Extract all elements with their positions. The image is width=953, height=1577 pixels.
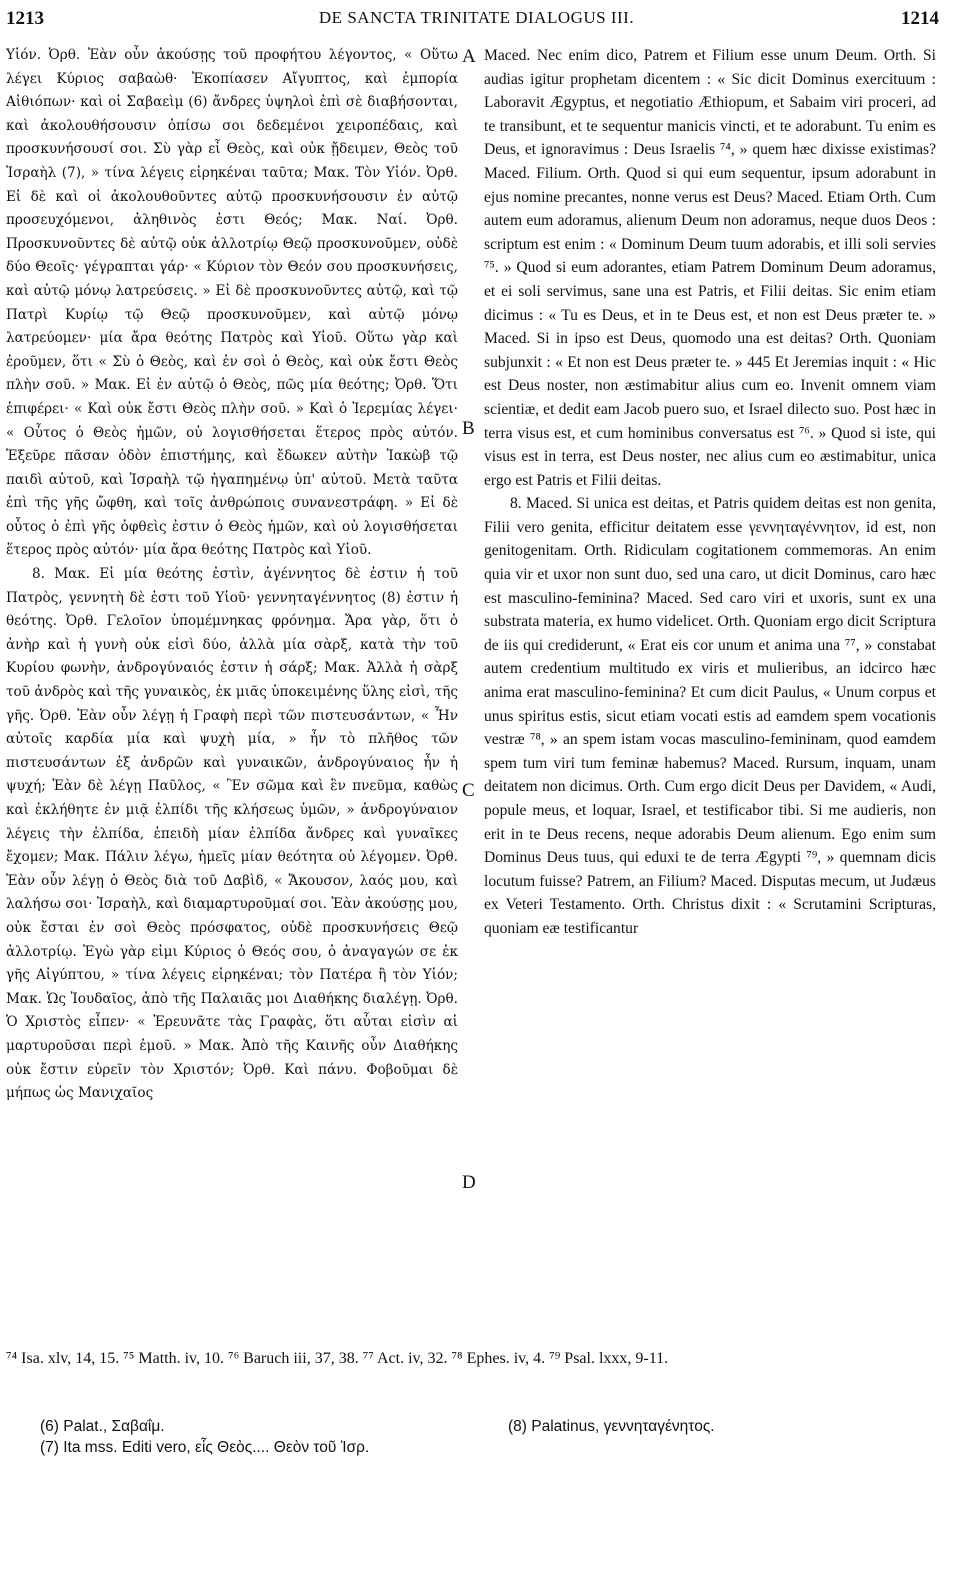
margin-letter-b: B	[462, 418, 475, 439]
running-title: DE SANCTA TRINITATE DIALOGUS III.	[318, 8, 635, 27]
critical-notes-right	[508, 1416, 928, 1437]
greek-paragraph-2: 8. Μακ. Εἰ μία θεότης ἐστὶν, ἀγέννητος δὲ ἐστιν ἡ τοῦ Πατρὸς, γεννητὴ δὲ ἐστι τοῦ Υἱοῦ· γεννηταγέννητος (8) ἐστιν ἡ θεότης. Ὀρθ. Γελοῖον ὑπομέμνηκας φρόνημα. Ἄρα γὰρ, ὅτι ὁ ἀνὴρ καὶ ἡ γυνὴ οὐκ εἰσὶ δύο, ἀλλὰ μία σὰρξ, κατὰ τὴν τοῦ Κυρίου φωνὴν, ἀνδρογύναιός ἐστιν ἡ σάρξ; Μακ. Ἀλλὰ ἡ σὰρξ τοῦ ἀνδρὸς καὶ τῆς γυναικὸς, ἐκ μιᾶς ὑποκειμένης ὕλης εἰσὶ, τῆς γῆς. Ὀρθ. Ἐὰν οὖν λέγῃ ἡ Γραφὴ περὶ τῶν πιστευσάντων, « Ἦν αὐτοῖς καρδία μία καὶ ψυχὴ μία, » ἦν τὸ πλῆθος τῶν πιστευσάντων ἐξ ἀνδρῶν καὶ γυναικῶν, ἀνδρογύναιος ἦν ἡ ψυχή; Ἐὰν δὲ λέγῃ Παῦλος, « Ἓν σῶμα καὶ ἓν πνεῦμα, καθὼς καὶ ἐκλήθητε ἐν μιᾷ ἐλπίδι τῆς κλήσεως ὑμῶν, » ἀνδρογύναιον λέγεις τὴν ἐλπίδα, ἐπειδὴ μίαν ἐλπίδα ἄνδρες καὶ γυναῖκες ἔχομεν; Μακ. Πάλιν λέγω, ἡμεῖς μίαν θεότητα οὐ λέγομεν. Ὀρθ. Ἐὰν οὖν λέγῃ ὁ Θεὸς διὰ τοῦ Δαβὶδ, « Ἄκουσον, λαός μου, καὶ λαλήσω σοι· Ἰσραὴλ, καὶ διαμαρτυροῦμαί σοι. Ἐὰν ἀκούσῃς μου, οὐκ ἔσται ἐν σοὶ Θεὸς πρόσφατος, οὐδὲ προσκυνήσεις Θεῷ ἀλλοτρίῳ. Ἐγὼ γὰρ εἰμι Κύριος ὁ Θεός σου, ὁ ἀναγαγών σε ἐκ γῆς Αἰγύπτου, » τίνα λέγεις εἰρηκέναι; τὸν Πατέρα ἢ τὸν Υἱόν; Μακ. Ὡς Ἰουδαῖος, ἀπὸ τῆς Παλαιᾶς μοι Διαθήκης διαλέγῃ. Ὀρθ. Ὁ Χριστὸς εἶπεν· « Ἐρευνᾶτε τὰς Γραφὰς, ὅτι αὗται εἰσὶν αἱ μαρτυροῦσαι περὶ ἐμοῦ. » Μακ. Ἀπὸ τῆς Καινῆς οὖν Διαθήκης οὐκ ἔστιν εὑρεῖν τὸν Χριστόν; Ὀρθ. Καὶ πάνυ. Φοβοῦμαι δὲ μήπως ὡς Μανιχαῖος	[6, 566, 458, 1102]
margin-letter-c: C	[462, 780, 475, 801]
critical-notes-left	[40, 1416, 480, 1458]
page-number-left: 1213	[6, 8, 44, 29]
scripture-footnotes: ⁷⁴ Isa. xlv, 14, 15. ⁷⁵ Matth. iv, 10. ⁷⁶ Baruch iii, 37, 38. ⁷⁷ Act. iv, 32. ⁷⁸ Ephes. iv, 4. ⁷⁹ Psal. lxxx, 9-11.	[6, 1350, 669, 1367]
latin-paragraph-1: Maced. Nec enim dico, Patrem et Filium esse unum Deum. Orth. Si audias igitur prophetam dicentem : « Sic dicit Dominus exercituum : Laboravit Ægyptus, et negotiatio Æthiopum, et Sabaim viri proceri, ad te transibunt, et te sequentur manicis vincti, et te adorabunt. Tu enim es Deus, et ignoravimus : Deus Israelis ⁷⁴, » quem hæc dixisse existimas? Maced. Filium. Orth. Quod si qui eum sequentur, ipsum adorabunt in ejus nomine precantes, nonne verus est Deus? Maced. Etiam Orth. Cum autem eum adoramus, alienum Deum non adoramus, neque duos Deos : scriptum est enim : « Dominum Deum tuum adorabis, et illi soli servies ⁷⁵. » Quod si eum adorantes, etiam Patrem Dominum Deum adoramus, et ei soli servimus, sane una est Patris, et Filii deitas. Sic enim etiam dicimus : « Tu es Deus, et in te Deus est, et non est Deus præter te. » Maced. Si in ipso est Deus, quomodo una est deitas? Orth. Quoniam subjunxit : « Et non est Deus præter te. » 445 Et Jeremias inquit : « Hic est Deus noster, non æstimabitur alius cum eo. Invenit omnem viam scientiæ, et dedit eam Jacob puero suo, et Israel dilecto suo. Post hæc in terra visus est, et cum hominibus conversatus est ⁷⁶. » Quod si iste, qui visus est in terra, est Deus noster, nec alius cum eo æstimabitur, unica ergo est Patris et Filii deitas.	[484, 47, 936, 489]
greek-paragraph-1: Υἱόν. Ὀρθ. Ἐὰν οὖν ἀκούσῃς τοῦ προφήτου λέγοντος, « Οὕτω λέγει Κύριος σαβαὼθ· Ἐκοπίασεν Αἴγυπτος, καὶ ἐμπορία Αἰθιόπων· καὶ οἱ Σαβαεὶμ (6) ἄνδρες ὑψηλοὶ ἐπὶ σὲ διαβήσονται, καὶ ἀκολουθήσουσιν ὀπίσω σοι δεδεμένοι χειροπέδαις, καὶ προσκυνήσουσί σοι. Σὺ γὰρ εἶ Θεὸς, καὶ οὐκ ᾔδειμεν, Θεὸς τοῦ Ἰσραὴλ (7), » τίνα λέγεις εἰρηκέναι ταῦτα; Μακ. Τὸν Υἱόν. Ὀρθ. Εἰ δὲ καὶ οἱ ἀκολουθοῦντες αὐτῷ προσκυνήσουσιν ἐν αὐτῷ προσευχόμενοι, ἀληθινὸς ἐστι Θεός; Μακ. Ναί. Ὀρθ. Προσκυνοῦντες δὲ αὐτῷ οὐκ ἀλλοτρίῳ Θεῷ προσκυνοῦμεν, οὐδὲ δύο Θεοῖς· γέγραπται γάρ· « Κύριον τὸν Θεόν σου προσκυνήσεις, καὶ αὐτῷ μόνῳ λατρεύσεις. » Εἰ δὲ προσκυνοῦντες αὐτῷ, καὶ τῷ Πατρὶ Κυρίῳ τῷ Θεῷ προσκυνοῦμεν, καὶ αὐτῷ μόνῳ λατρεύομεν· μία ἄρα θεότης Πατρὸς καὶ Υἱοῦ. Οὕτω γὰρ καὶ ἐροῦμεν, ὅτι « Σὺ ὁ Θεὸς, καὶ ἐν σοὶ ὁ Θεὸς, καὶ οὐκ ἔστι Θεὸς πλὴν σοῦ. » Μακ. Εἰ ἐν αὐτῷ ὁ Θεὸς, πῶς μία θεότης; Ὀρθ. Ὅτι ἐπιφέρει· « Καὶ οὐκ ἔστι Θεὸς πλὴν σοῦ. » Καὶ ὁ Ἱερεμίας λέγει· « Οὗτος ὁ Θεὸς ἡμῶν, οὐ λογισθήσεται ἕτερος πρὸς αὐτόν. Ἐξεῦρε πᾶσαν ὁδὸν ἐπιστήμης, καὶ ἔδωκεν αὐτὴν Ἰακὼβ τῷ παιδὶ αὐτοῦ, καὶ Ἰσραὴλ τῷ ἠγαπημένῳ ὑπ' αὐτοῦ. Μετὰ ταῦτα ἐπὶ τῆς γῆς ὤφθη, καὶ τοῖς ἀνθρώποις συνανεστράφη. » Εἰ δὲ οὗτος ὁ ἐπὶ γῆς ὀφθεὶς ἐστιν ὁ Θεὸς ἡμῶν, καὶ οὐ λογισθήσεται ἕτερος πρὸς αὐτόν· μία ἄρα θεότης Πατρὸς καὶ Υἱοῦ.	[6, 47, 458, 559]
latin-column	[484, 44, 936, 941]
page-header	[0, 0, 953, 40]
critical-note-6: (6) Palat., Σαβαΐμ.	[40, 1418, 165, 1435]
greek-column	[6, 44, 458, 1106]
critical-note-7: (7) Ita mss. Editi vero, εἷς Θεὸς.... Θεὸν τοῦ Ἰσρ.	[40, 1439, 370, 1456]
page-number-right: 1214	[901, 8, 939, 29]
critical-note-8: (8) Palatinus, γεννηταγένητος.	[508, 1418, 715, 1435]
latin-paragraph-2: 8. Maced. Si unica est deitas, et Patris quidem deitas est non genita, Filii vero genita, efficitur deitatem esse γεννηταγέννητον, id est, non genitogenitam. Orth. Ridiculam cogitationem commemoras. An enim quia vir et uxor non sunt duo, sed una caro, ut dicit Dominus, caro hæc est masculino-feminina? Maced. Sed caro viri et uxoris, sunt ex una substrata materia, ex humo videlicet. Orth. Quoniam ergo dicit Scriptura de iis qui crediderunt, « Erat eis cor unum et anima una ⁷⁷, » constabat autem credentium multitudo ex viris et mulieribus, an idcirco hæc anima erat masculino-feminina? Et cum dicit Paulus, « Unum corpus et unus spiritus estis, sicut etiam vocati estis ad eamdem spem vocationis vestræ ⁷⁸, » an spem istam vocas masculino-femininam, quod eamdem spem tum viri tum feminæ habemus? Maced. Rursum, inquam, unam deitatem non dicimus. Orth. Cum ergo dicit Deus per Davidem, « Audi, popule meus, et loquar, Israel, et testificabor tibi. Si me audieris, non erit in te Deus recens, neque adorabis Deum alienum. Ego enim sum Dominus Deus tuus, qui eduxi te de terra Ægypti ⁷⁹, » quemnam dicis locutum fuisse? Patrem, an Filium? Maced. Disputas mecum, ut Judæus ex Veteri Testamento. Orth. Christus dixit : « Scrutamini Scripturas, quoniam eæ testificantur	[484, 495, 936, 937]
margin-letter-d: D	[462, 1172, 476, 1193]
margin-letter-a: A	[462, 46, 476, 67]
